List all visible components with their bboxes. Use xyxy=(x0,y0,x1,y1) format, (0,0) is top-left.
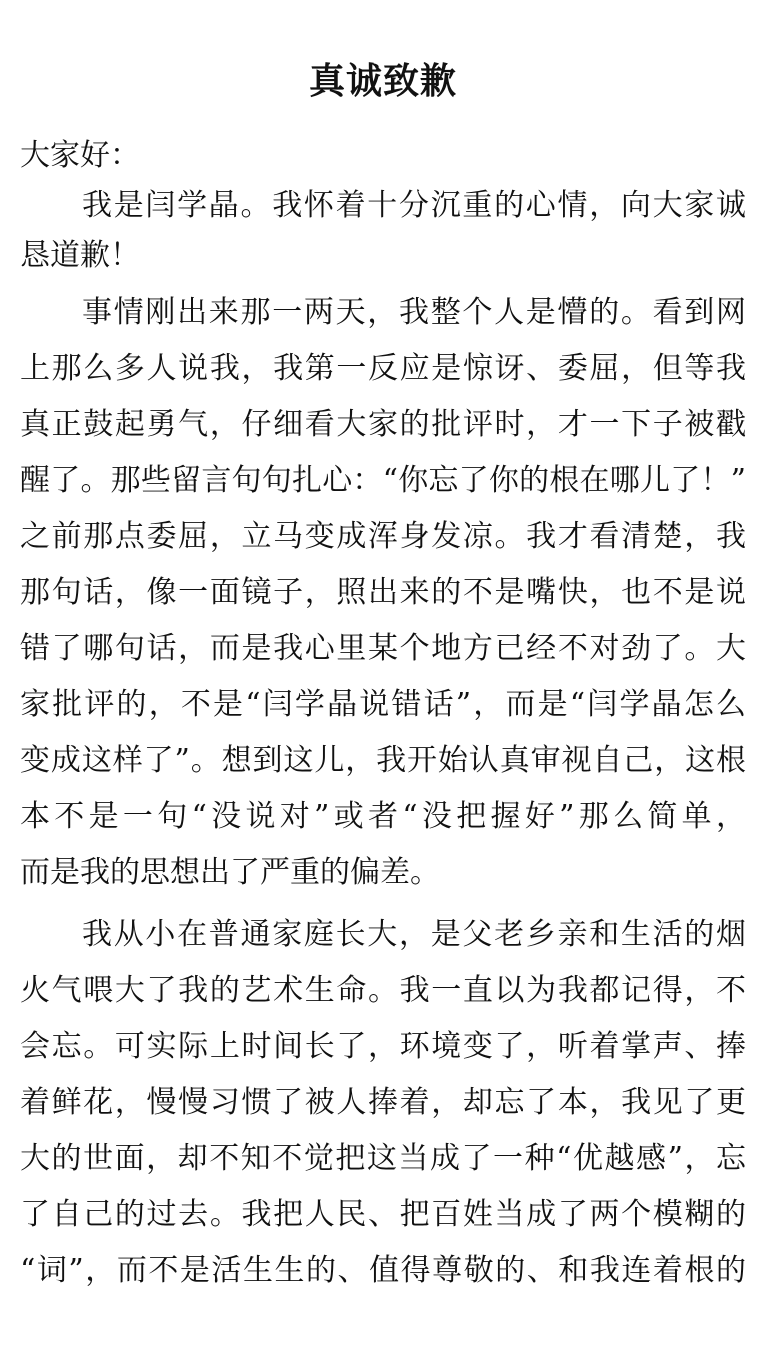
paragraph-3-line-5: 大的世面，却不知不觉把这当成了一种“优越感”，忘 xyxy=(20,1141,746,1176)
paragraph-3-line-4: 着鲜花，慢慢习惯了被人捧着，却忘了本，我见了更 xyxy=(20,1085,746,1120)
paragraph-3-line-7: “词”，而不是活生生的、值得尊敬的、和我连着根的 xyxy=(20,1253,746,1288)
paragraph-3-line-1: 我从小在普通家庭长大，是父老乡亲和生活的烟 xyxy=(82,917,746,952)
paragraph-3-line-6: 了自己的过去。我把人民、把百姓当成了两个模糊的 xyxy=(20,1197,746,1232)
paragraph-2-line-10: 本不是一句“没说对”或者“没把握好”那么简单， xyxy=(20,799,746,834)
paragraph-2-line-2: 上那么多人说我，我第一反应是惊讶、委屈，但等我 xyxy=(20,351,746,386)
paragraph-1-line-1: 我是闫学晶。我怀着十分沉重的心情，向大家诚 xyxy=(82,188,746,223)
paragraph-2-line-9: 变成这样了”。想到这儿，我开始认真审视自己，这根 xyxy=(20,743,746,778)
paragraph-3-line-2: 火气喂大了我的艺术生命。我一直以为我都记得，不 xyxy=(20,973,746,1008)
paragraph-2-line-5: 之前那点委屈，立马变成浑身发凉。我才看清楚，我 xyxy=(20,519,746,554)
paragraph-2-line-3: 真正鼓起勇气，仔细看大家的批评时，才一下子被戳 xyxy=(20,407,746,442)
document-title: 真诚致歉 xyxy=(308,61,457,102)
paragraph-2-line-4: 醒了。那些留言句句扎心：“你忘了你的根在哪儿了！” xyxy=(20,463,746,498)
greeting-line: 大家好： xyxy=(20,138,140,173)
paragraph-2-line-7: 错了哪句话，而是我心里某个地方已经不对劲了。大 xyxy=(20,631,746,666)
paragraph-2-line-1: 事情刚出来那一两天，我整个人是懵的。看到网 xyxy=(82,295,746,330)
paragraph-2-line-6: 那句话，像一面镜子，照出来的不是嘴快，也不是说 xyxy=(20,575,746,610)
paragraph-2-line-11: 而是我的思想出了严重的偏差。 xyxy=(20,855,440,890)
paragraph-1-line-2: 恳道歉！ xyxy=(20,238,140,273)
paragraph-3-line-3: 会忘。可实际上时间长了，环境变了，听着掌声、捧 xyxy=(20,1029,746,1064)
paragraph-2-line-8: 家批评的，不是“闫学晶说错话”，而是“闫学晶怎么 xyxy=(20,687,746,722)
